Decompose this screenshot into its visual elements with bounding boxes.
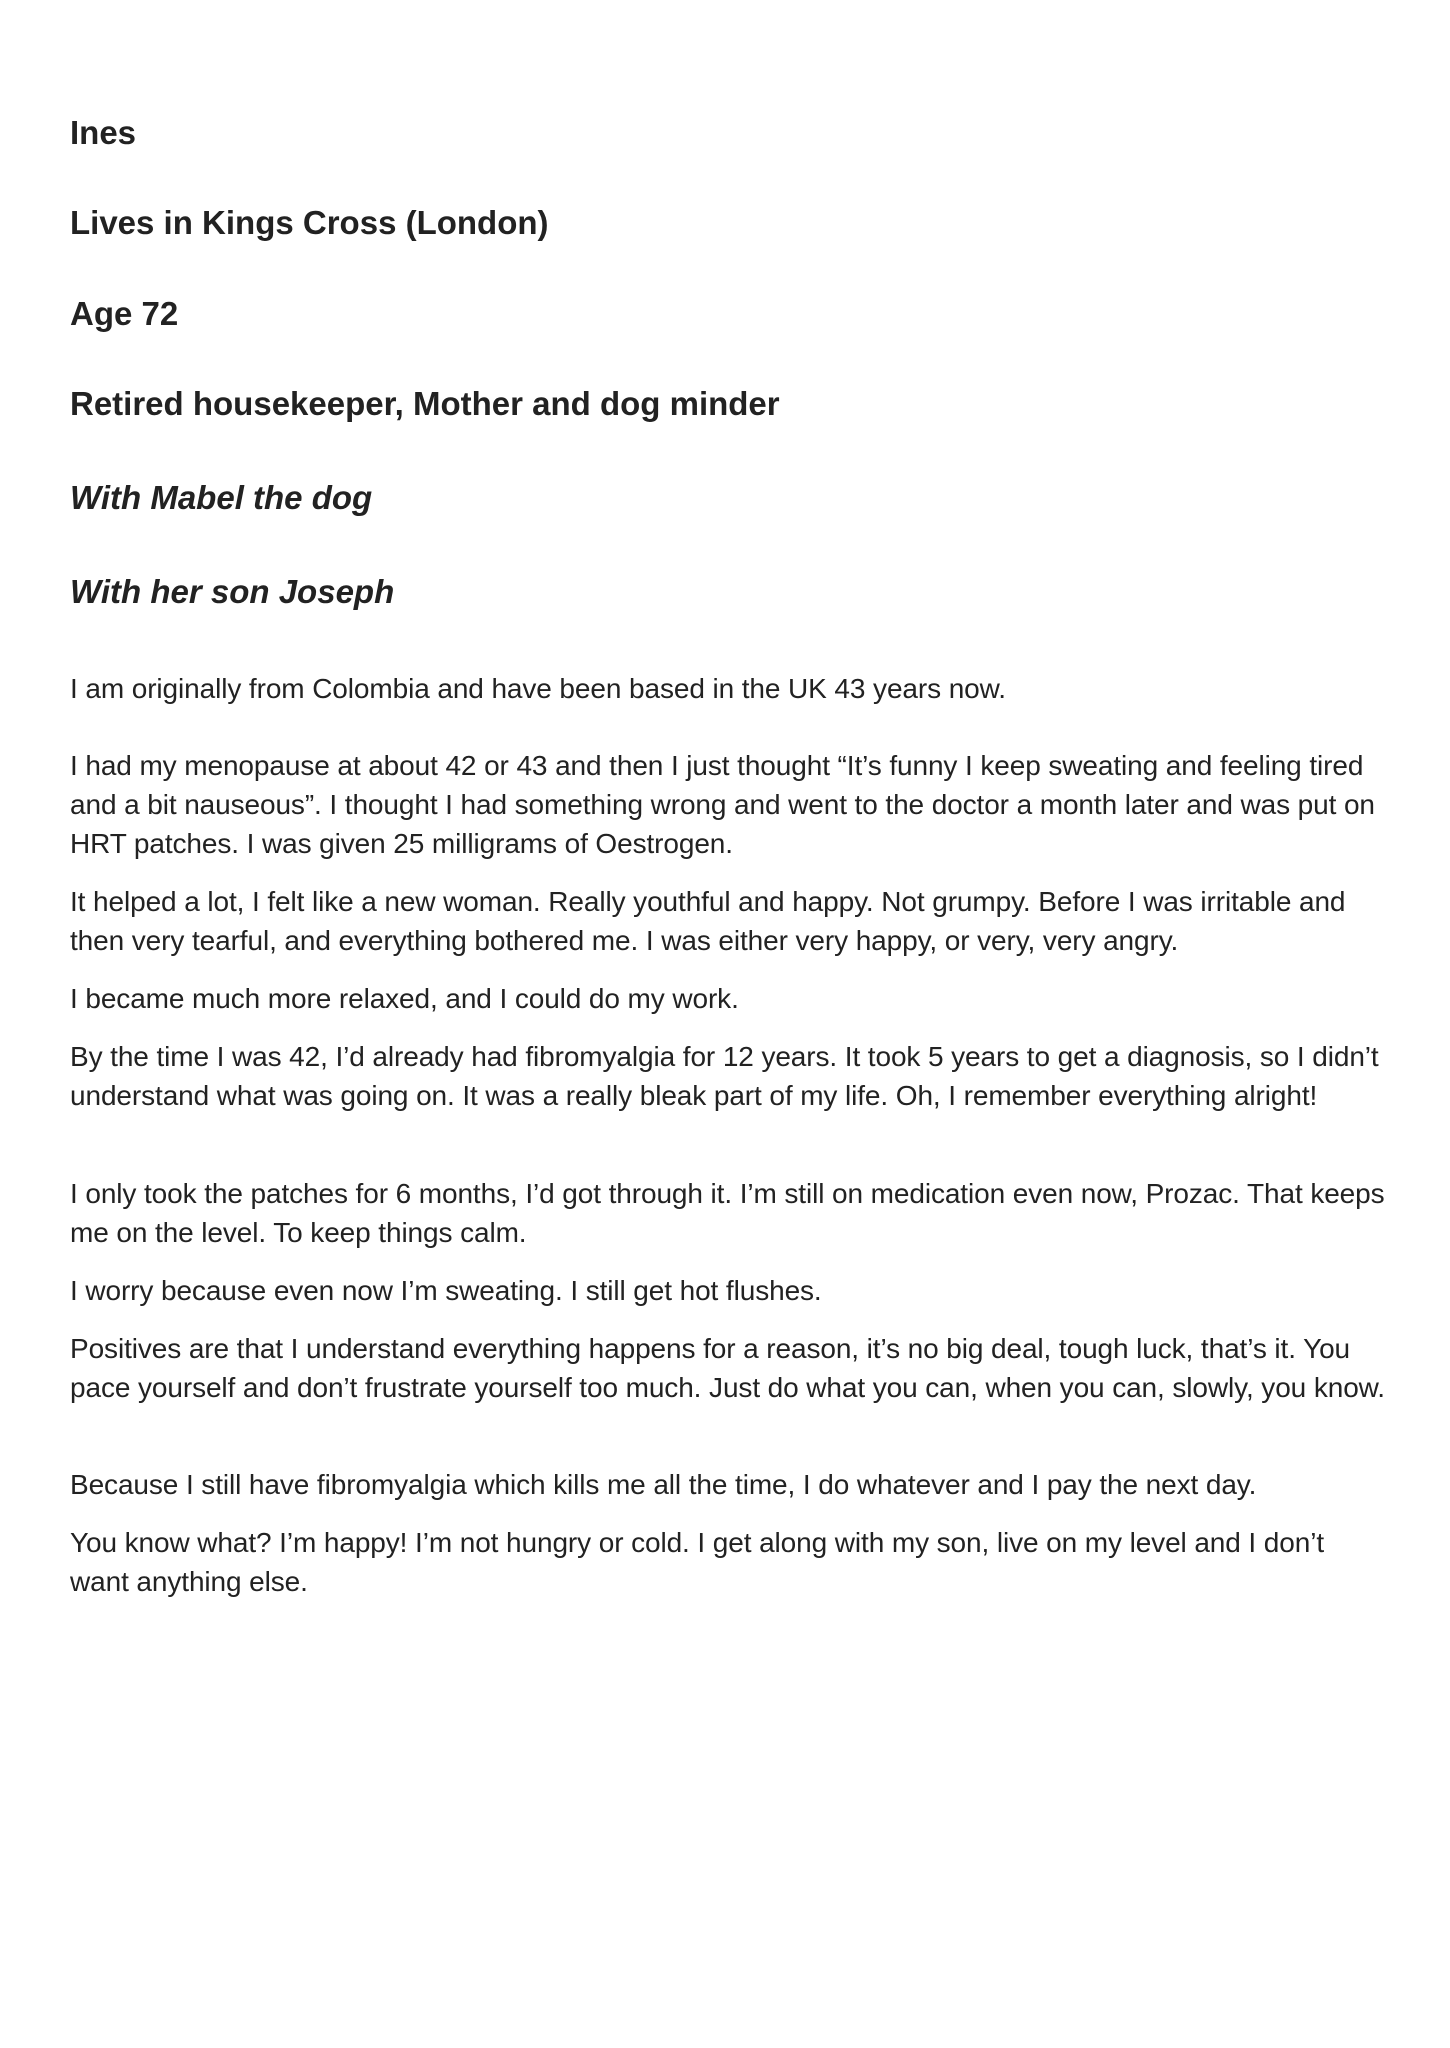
caption-son: With her son Joseph <box>70 573 395 610</box>
paragraph-still-fibromyalgia: Because I still have fibromyalgia which kills me all the time, I do whatever and I pay the next day. <box>70 1469 1257 1500</box>
person-name: Ines <box>70 114 137 151</box>
paragraph-fibromyalgia: By the time I was 42, I’d already had fibromyalgia for 12 years. It took 5 years to get a diagnosis, so I didn’t understand what was going on. It was a really bleak part of my life. Oh, I remember everything alright! <box>70 1041 1379 1111</box>
paragraph-origin: I am originally from Colombia and have been based in the UK 43 years now. <box>70 673 1006 704</box>
paragraph-relaxed: I became much more relaxed, and I could do my work. <box>70 983 739 1014</box>
occupation-line: Retired housekeeper, Mother and dog minder <box>70 385 780 422</box>
paragraph-sweating: I worry because even now I’m sweating. I still get hot flushes. <box>70 1275 822 1306</box>
caption-dog: With Mabel the dog <box>70 479 373 516</box>
age-line: Age 72 <box>70 295 179 332</box>
paragraph-positives: Positives are that I understand everything happens for a reason, it’s no big deal, tough luck, that’s it. You pace yourself and don’t frustrate yourself too much. Just do what you can, when you can, slowly, you know. <box>70 1333 1385 1403</box>
paragraph-happy: You know what? I’m happy! I’m not hungry or cold. I get along with my son, live on my level and I don’t want anything else. <box>70 1527 1325 1597</box>
paragraph-medication: I only took the patches for 6 months, I’d got through it. I’m still on medication even now, Prozac. That keeps me on the level. To keep things calm. <box>70 1178 1385 1248</box>
paragraph-hrt-effect: It helped a lot, I felt like a new woman. Really youthful and happy. Not grumpy. Before I was irritable and then very tearful, and everything bothered me. I was either very happy, or very, very angry. <box>70 886 1346 956</box>
location-line: Lives in Kings Cross (London) <box>70 204 549 241</box>
paragraph-menopause: I had my menopause at about 42 or 43 and then I just thought “It’s funny I keep sweating and feeling tired and a bit nauseous”. I thought I had something wrong and went to the doctor a month later and was put on HRT patches. I was given 25 milligrams of Oestrogen. <box>70 750 1375 859</box>
